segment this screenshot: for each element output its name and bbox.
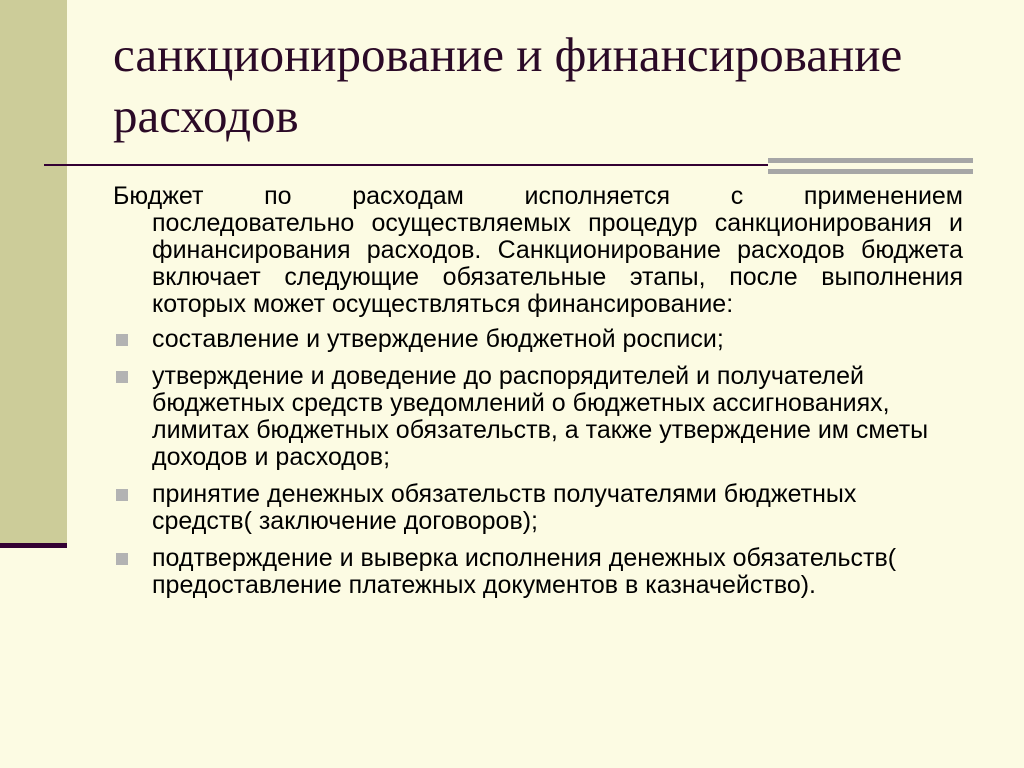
slide-body: [113, 183, 963, 609]
list-item-text: утверждение и доведение до распорядителей и получателей бюджетных средств уведомлений о бюджетных ассигнованиях, лимитах бюджетных обязательств, а также утверждение им сметы доходов и расходов;: [152, 362, 929, 471]
side-band: [0, 0, 67, 545]
square-bullet-icon: [116, 553, 128, 565]
intro-first-line: Бюджет по расходам исполняется с применением: [113, 182, 963, 210]
title-rule: [44, 164, 779, 166]
square-bullet-icon: [116, 489, 128, 501]
list-item: [113, 545, 963, 599]
list-item: [113, 326, 963, 353]
list-item-text: принятие денежных обязательств получателями бюджетных средств( заключение договоров);: [152, 480, 857, 535]
list-item-text: подтверждение и выверка исполнения денежных обязательств( предоставление платежных документов в казначейство).: [152, 544, 897, 599]
steps-list: [113, 326, 963, 599]
title-accent-bar: [768, 158, 973, 174]
side-rule: [0, 543, 67, 548]
square-bullet-icon: [116, 334, 128, 346]
intro-paragraph: [113, 183, 963, 318]
list-item-text: составление и утверждение бюджетной росписи;: [152, 325, 724, 353]
list-item: [113, 481, 963, 535]
slide-title: санкционирование и финансирование расходов: [113, 27, 903, 143]
square-bullet-icon: [116, 371, 128, 383]
list-item: [113, 363, 963, 471]
intro-rest: последовательно осуществляемых процедур санкционирования и финансирования расходов. Санкционирование расходов бюджета включает следующие обязательные этапы, после выполнения которых может осуществляться финансирование:: [152, 209, 963, 318]
